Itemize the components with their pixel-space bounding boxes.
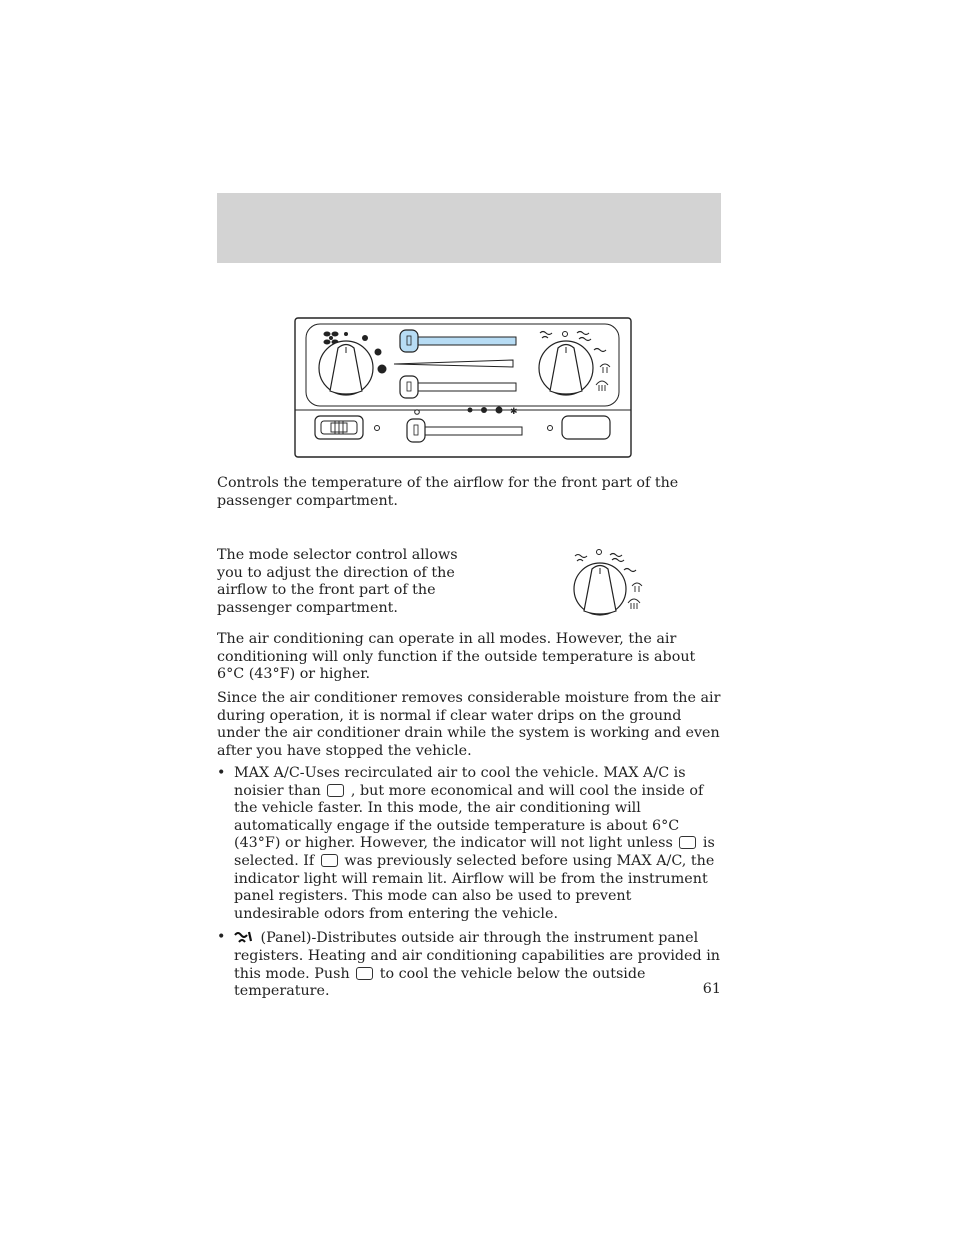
defrost-floor-icon <box>632 583 642 592</box>
mode-dot-icon <box>597 550 602 555</box>
climate-control-panel-illustration <box>294 317 632 458</box>
ac-button[interactable] <box>562 416 610 439</box>
list-item: • (Panel)-Distributes outside air through the instrument panel registers. Heating and air conditioning capabilities are provided in this mode. Push to cool the vehicle below the outside temperature. <box>217 929 720 1000</box>
blower-dot-1 <box>468 408 473 413</box>
panel-vent-icon <box>575 555 587 562</box>
snowflake-icon: ✱ <box>510 407 518 417</box>
fan-speed-dot-4 <box>378 365 387 374</box>
section-header-band <box>217 193 721 263</box>
bullet: • <box>217 929 226 946</box>
mode-selector-knob[interactable] <box>539 341 593 395</box>
ac-button-icon <box>321 854 338 867</box>
fan-speed-dot-2 <box>362 335 368 341</box>
defrost-icon <box>628 599 640 609</box>
rear-defrost-button[interactable] <box>315 416 363 439</box>
ac-button-icon <box>356 967 373 980</box>
mode-list <box>217 765 721 1007</box>
ac-button-icon <box>327 784 344 797</box>
fan-speed-dot-1 <box>344 332 348 336</box>
blower-dot-2 <box>481 407 487 413</box>
floor-icon <box>624 569 636 572</box>
list-item: • MAX A/C-Uses recirculated air to cool the vehicle. MAX A/C is noisier than , but more economical and will cool the inside of the vehicle faster. In this mode, the air conditioning will automatically engage if the outside temperature is about 6°C (43°F) or higher. However, the indicator will not light unless is selected. If was previously selected before using MAX A/C, the indicator light will remain lit. Airflow will be from the instrument panel registers. This mode can also be used to prevent undesirable odors from entering the vehicle. <box>217 765 715 922</box>
page-number: 61 <box>702 981 721 997</box>
temperature-description: Controls the temperature of the airflow for the front part of the passenger compartment. <box>217 475 679 509</box>
fan-speed-dot-3 <box>375 349 382 356</box>
moisture-paragraph: Since the air conditioner removes considerable moisture from the air during operation, it is normal if clear water drips on the ground under the air conditioner drain while the system is working and even after you have stopped the vehicle. <box>217 690 721 759</box>
mode-selector-knob-illustration <box>570 547 646 617</box>
ac-operation-paragraph: The air conditioning can operate in all modes. However, the air conditioning will only function if the outside temperature is about 6°C (43°F) or higher. <box>217 631 696 682</box>
floor-panel-icon <box>610 554 624 562</box>
panel-vent-icon <box>234 929 254 945</box>
bullet: • <box>217 765 226 781</box>
ac-button-icon <box>679 836 696 849</box>
blower-dot-3 <box>496 407 503 414</box>
mode-selector-description: The mode selector control allows you to adjust the direction of the airflow to the front part of the passenger compartment. <box>217 547 458 616</box>
fan-speed-knob[interactable] <box>319 341 373 395</box>
